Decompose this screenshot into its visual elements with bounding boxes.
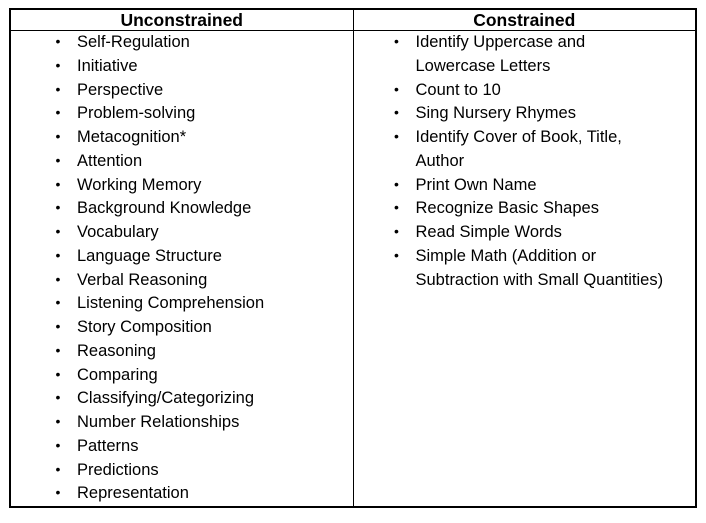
list-item bbox=[11, 55, 353, 79]
bullet-icon: • bbox=[55, 270, 61, 287]
bullet-icon: • bbox=[55, 175, 61, 192]
list-item-label: Count to 10 bbox=[415, 80, 501, 99]
bullet-icon: • bbox=[394, 104, 399, 121]
list-item-label: Read Simple Words bbox=[415, 223, 562, 242]
unconstrained-skill-list bbox=[11, 31, 353, 506]
bullet-icon: • bbox=[55, 246, 61, 263]
list-item-label: Representation bbox=[77, 484, 189, 503]
list-item bbox=[11, 31, 353, 55]
bullet-icon: • bbox=[55, 80, 61, 97]
list-item-label: Identify Cover of Book, Title, Author bbox=[415, 128, 622, 170]
list-item-label: Print Own Name bbox=[415, 175, 537, 194]
list-item-label: Patterns bbox=[77, 436, 139, 455]
list-item bbox=[11, 102, 353, 126]
list-item bbox=[11, 197, 353, 221]
list-item-label: Language Structure bbox=[77, 246, 222, 265]
list-item bbox=[11, 292, 353, 316]
list-item bbox=[11, 221, 353, 245]
list-item bbox=[11, 387, 353, 411]
list-item-label: Classifying/Categorizing bbox=[77, 389, 254, 408]
bullet-icon: • bbox=[55, 460, 61, 477]
bullet-icon: • bbox=[394, 223, 399, 240]
list-item-label: Reasoning bbox=[77, 341, 156, 360]
list-item bbox=[354, 31, 696, 79]
list-item-label: Attention bbox=[77, 151, 143, 170]
bullet-icon: • bbox=[55, 484, 61, 501]
list-item-label: Predictions bbox=[77, 460, 159, 479]
list-item bbox=[354, 221, 696, 245]
table-header-row bbox=[10, 9, 696, 31]
constrained-skill-list bbox=[354, 31, 696, 292]
column-header-unconstrained: Unconstrained bbox=[10, 9, 353, 31]
list-item bbox=[11, 150, 353, 174]
list-item-label: Self-Regulation bbox=[77, 33, 190, 52]
list-item-label: Verbal Reasoning bbox=[77, 270, 208, 289]
list-item bbox=[354, 79, 696, 103]
list-item bbox=[11, 340, 353, 364]
list-item-label: Comparing bbox=[77, 365, 158, 384]
bullet-icon: • bbox=[55, 199, 61, 216]
list-item-label: Vocabulary bbox=[77, 223, 159, 242]
column-body-constrained bbox=[353, 31, 696, 508]
list-item bbox=[354, 174, 696, 198]
bullet-icon: • bbox=[55, 365, 61, 382]
column-header-constrained: Constrained bbox=[353, 9, 696, 31]
bullet-icon: • bbox=[394, 128, 399, 145]
list-item-label: Simple Math (Addition or Subtraction with Small Quantities) bbox=[415, 246, 664, 289]
bullet-icon: • bbox=[55, 104, 61, 121]
bullet-icon: • bbox=[55, 436, 61, 453]
column-body-unconstrained bbox=[10, 31, 353, 508]
list-item bbox=[11, 459, 353, 483]
list-item-label: Initiative bbox=[77, 56, 138, 75]
list-item bbox=[11, 269, 353, 293]
bullet-icon: • bbox=[55, 318, 61, 335]
list-item bbox=[354, 245, 696, 293]
list-item-label: Identify Uppercase and Lowercase Letters bbox=[415, 33, 586, 75]
bullet-icon: • bbox=[55, 223, 61, 240]
bullet-icon: • bbox=[55, 128, 61, 145]
bullet-icon: • bbox=[394, 80, 399, 97]
bullet-icon: • bbox=[55, 33, 61, 50]
list-item bbox=[11, 435, 353, 459]
list-item bbox=[11, 482, 353, 506]
list-item-label: Story Composition bbox=[77, 318, 212, 337]
list-item-label: Sing Nursery Rhymes bbox=[415, 104, 576, 123]
bullet-icon: • bbox=[394, 175, 399, 192]
list-item bbox=[354, 102, 696, 126]
list-item bbox=[11, 411, 353, 435]
list-item bbox=[354, 126, 696, 174]
list-item-label: Listening Comprehension bbox=[77, 294, 265, 313]
list-item bbox=[11, 316, 353, 340]
list-item bbox=[354, 197, 696, 221]
list-item bbox=[11, 174, 353, 198]
list-item-label: Working Memory bbox=[77, 175, 202, 194]
bullet-icon: • bbox=[55, 294, 61, 311]
list-item-label: Recognize Basic Shapes bbox=[415, 199, 599, 218]
bullet-icon: • bbox=[55, 151, 61, 168]
bullet-icon: • bbox=[55, 413, 61, 430]
list-item-label: Number Relationships bbox=[77, 413, 240, 432]
list-item-label: Background Knowledge bbox=[77, 199, 252, 218]
bullet-icon: • bbox=[55, 341, 61, 358]
list-item-label: Metacognition* bbox=[77, 128, 187, 147]
bullet-icon: • bbox=[55, 56, 61, 73]
list-item-label: Perspective bbox=[77, 80, 164, 99]
bullet-icon: • bbox=[394, 33, 399, 50]
list-item bbox=[11, 245, 353, 269]
list-item bbox=[11, 79, 353, 103]
list-item bbox=[11, 126, 353, 150]
list-item bbox=[11, 364, 353, 388]
bullet-icon: • bbox=[394, 246, 399, 263]
table-body bbox=[10, 31, 696, 508]
comparison-table bbox=[9, 8, 697, 508]
list-item-label: Problem-solving bbox=[77, 104, 196, 123]
bullet-icon: • bbox=[394, 199, 399, 216]
bullet-icon: • bbox=[55, 389, 61, 406]
